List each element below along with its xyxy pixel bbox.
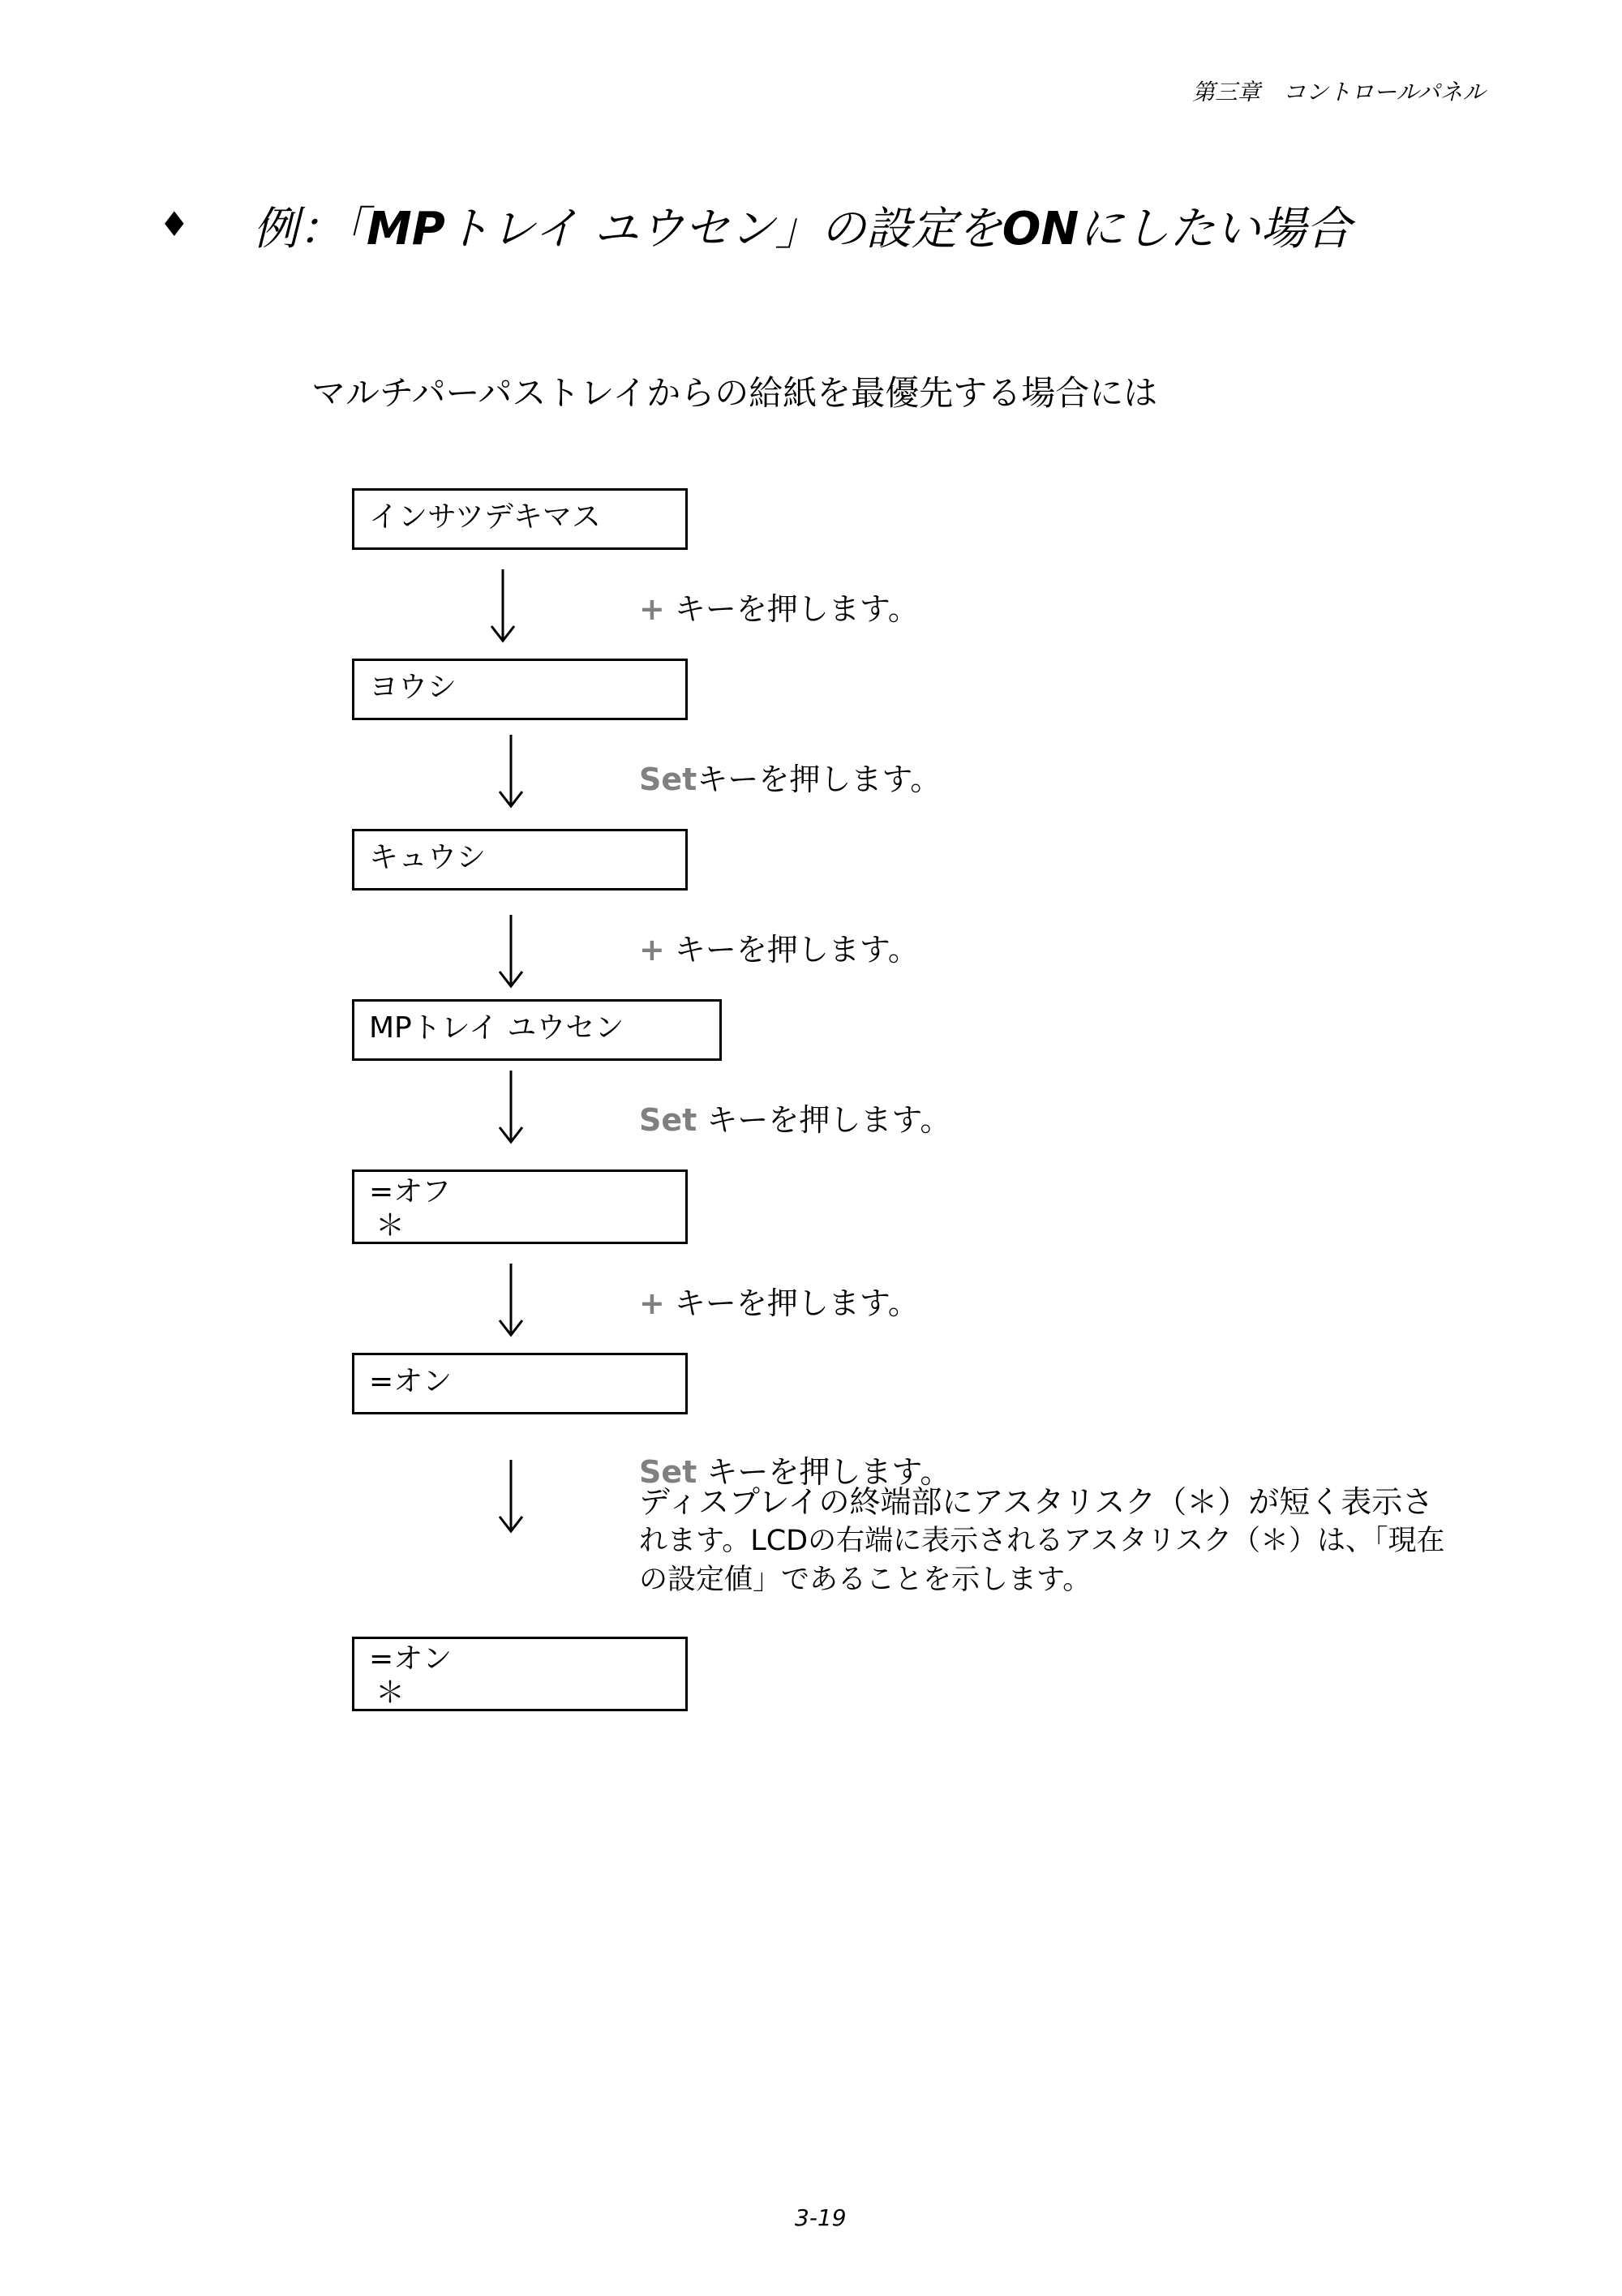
step-instruction-4 — [639, 1095, 950, 1139]
page-number: 3-19 — [795, 2204, 847, 2231]
down-arrow-icon — [495, 1458, 527, 1534]
lcd-asterisk: ＊ — [375, 1209, 406, 1242]
lcd-display-1 — [352, 488, 688, 550]
lcd-asterisk: ＊ — [375, 1676, 406, 1710]
step-instruction-1 — [639, 584, 919, 629]
down-arrow-icon — [495, 1069, 527, 1145]
lcd-display-7 — [352, 1637, 688, 1711]
key-label: Set — [639, 1102, 697, 1138]
title-on: ON — [1002, 203, 1079, 255]
lcd-line: =オン — [369, 1642, 453, 1676]
step-text: キーを押します。 — [664, 591, 919, 627]
section-title — [253, 193, 1351, 258]
note-line: ディスプレイの終端部にアスタリスク（＊）が短く表示さ — [639, 1484, 1434, 1520]
title-suffix: にしたい場合 — [1079, 203, 1352, 255]
key-label: Set — [639, 762, 697, 797]
title-prefix: 例：「 — [253, 203, 367, 255]
down-arrow-icon — [487, 568, 519, 644]
note-line: の設定値」であることを示します。 — [639, 1564, 1092, 1596]
title-mp: MP — [367, 203, 445, 255]
key-label: Set — [639, 1454, 697, 1490]
lcd-line: =オン — [369, 1365, 453, 1398]
chapter-header: 第三章 コントロールパネル — [1192, 79, 1486, 105]
down-arrow-icon — [495, 1262, 527, 1338]
intro-text: マルチパーパストレイからの給紙を最優先する場合には — [311, 373, 1158, 413]
step-text: キーを押します。 — [697, 762, 942, 797]
down-arrow-icon — [495, 733, 527, 809]
step-text: キーを押します。 — [664, 1285, 919, 1321]
step-instruction-5 — [639, 1278, 919, 1323]
note-line: れます。LCDの右端に表示されるアスタリスク（＊）は、「現在 — [639, 1525, 1445, 1557]
asterisk-note — [639, 1483, 1458, 1599]
lcd-display-2 — [352, 659, 688, 720]
step-instruction-2 — [639, 754, 941, 799]
step-text: キーを押します。 — [697, 1102, 951, 1138]
step-text: キーを押します。 — [664, 932, 919, 968]
title-middle: トレイ ユウセン」の設定を — [444, 203, 1002, 255]
key-label: + — [639, 1285, 665, 1321]
key-label: + — [639, 591, 665, 627]
step-instruction-3 — [639, 925, 919, 969]
down-arrow-icon — [495, 913, 527, 989]
lcd-line: ヨウシ — [369, 671, 457, 704]
lcd-display-6 — [352, 1353, 688, 1414]
lcd-line: MPトレイ ユウセン — [369, 1011, 624, 1045]
lcd-line: キュウシ — [369, 841, 487, 874]
lcd-line: =オフ — [369, 1175, 452, 1208]
lcd-line: インサツデキマス — [369, 500, 601, 534]
lcd-display-5 — [352, 1169, 688, 1244]
lcd-display-3 — [352, 829, 688, 891]
lcd-display-4 — [352, 999, 722, 1061]
step-text: キーを押します。 — [697, 1454, 951, 1490]
key-label: + — [639, 932, 665, 968]
diamond-bullet-icon: ♦ — [159, 204, 190, 244]
